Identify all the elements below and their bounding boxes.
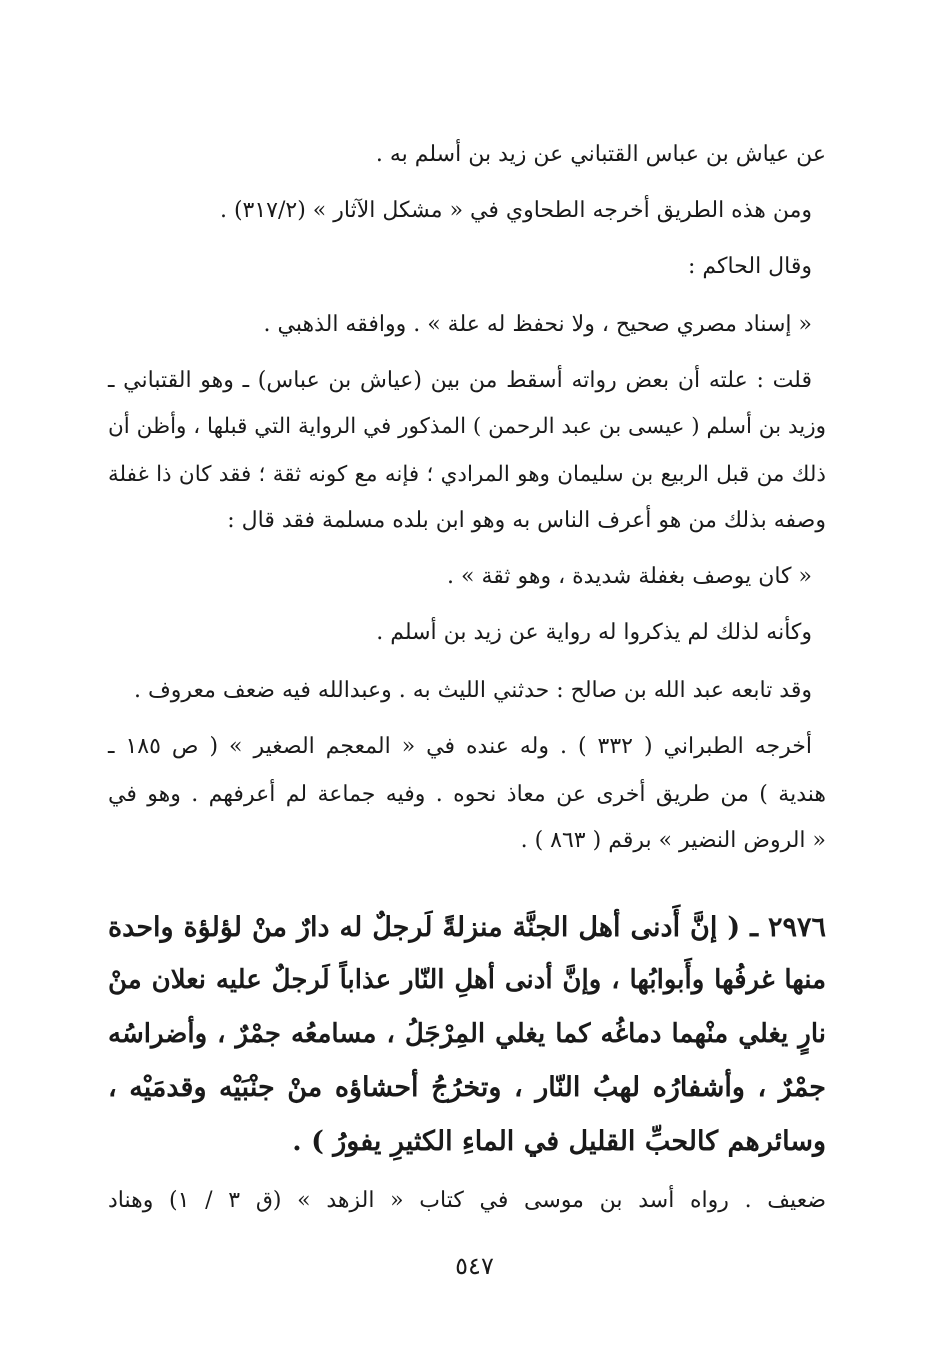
text-line: قلت : علته أن بعض رواته أسقط من بين (عياش بن عباس) ـ وهو القتباني ـ (108, 368, 812, 393)
text-line: ذلك من قبل الربيع بن سليمان وهو المرادي ؛ فإنه مع كونه ثقة ؛ فقد كان ذا غفلة (108, 462, 826, 487)
text-line: وصفه بذلك من هو أعرف الناس به وهو ابن بلده مسلمة فقد قال : (227, 508, 826, 533)
text-line: وقال الحاكم : (687, 254, 812, 279)
text-line: ومن هذه الطريق أخرجه الطحاوي في « مشكل الآثار » (٣١٧/٢) . (219, 198, 812, 223)
text-line: عن عياش بن عباس القتباني عن زيد بن أسلم به . (375, 142, 826, 167)
text-line: هندية ) من طريق أخرى عن معاذ نحوه . وفيه جماعة لم أعرفهم . وهو في (108, 782, 826, 807)
grading-line: ضعيف . رواه أسد بن موسى في كتاب « الزهد » (ق ٣ / ١) وهناد (108, 1188, 826, 1213)
hadith-line: نارٍ يغلي منْهما دماغُه كما يغلي المِرْجَلُ ، مسامعُه جمْرٌ ، وأضراسُه (108, 1019, 826, 1049)
quotation-line: « كان يوصف بغفلة شديدة ، وهو ثقة » . (447, 564, 812, 589)
page-number: ٥٤٧ (455, 1252, 494, 1280)
hadith-line: جمْرٌ ، وأشفارُه لهبُ النّار ، وتخرُجُ أحشاؤه منْ جنْبَيْه وقدمَيْه ، (108, 1072, 826, 1103)
text-line: أخرجه الطبراني ( ٣٣٢ ) . وله عنده في « المعجم الصغير » ( ص ١٨٥ ـ (108, 734, 812, 759)
text-line: وكأنه لذلك لم يذكروا له رواية عن زيد بن أسلم . (376, 620, 812, 645)
hadith-line: منها غرفُها وأَبوابُها ، وإنَّ أدنى أهلِ النّار عذاباً لَرجلٌ عليه نعلان منْ (108, 965, 826, 995)
hadith-line: وسائرهم كالحبِّ القليل في الماءِ الكثيرِ يفورُ ) . (292, 1126, 826, 1157)
text-line: وقد تابعه عبد الله بن صالح : حدثني الليث به . وعبدالله فيه ضعف معروف . (133, 678, 812, 703)
grading-block (108, 0, 826, 1240)
hadith-line: ٢٩٧٦ ـ ( إنَّ أَدنى أهل الجنَّة منزلةً لَرجلٌ له دارٌ منْ لؤلؤة واحدة (108, 912, 826, 943)
quotation-line: « إسناد مصري صحيح ، ولا نحفظ له علة » . ووافقه الذهبي . (263, 312, 812, 337)
text-line: « الروض النضير » برقم ( ٨٦٣ ) . (520, 828, 826, 853)
text-line: وزيد بن أسلم ( عيسى بن عبد الرحمن ) المذكور في الرواية التي قبلها ، وأظن أن (108, 414, 826, 439)
